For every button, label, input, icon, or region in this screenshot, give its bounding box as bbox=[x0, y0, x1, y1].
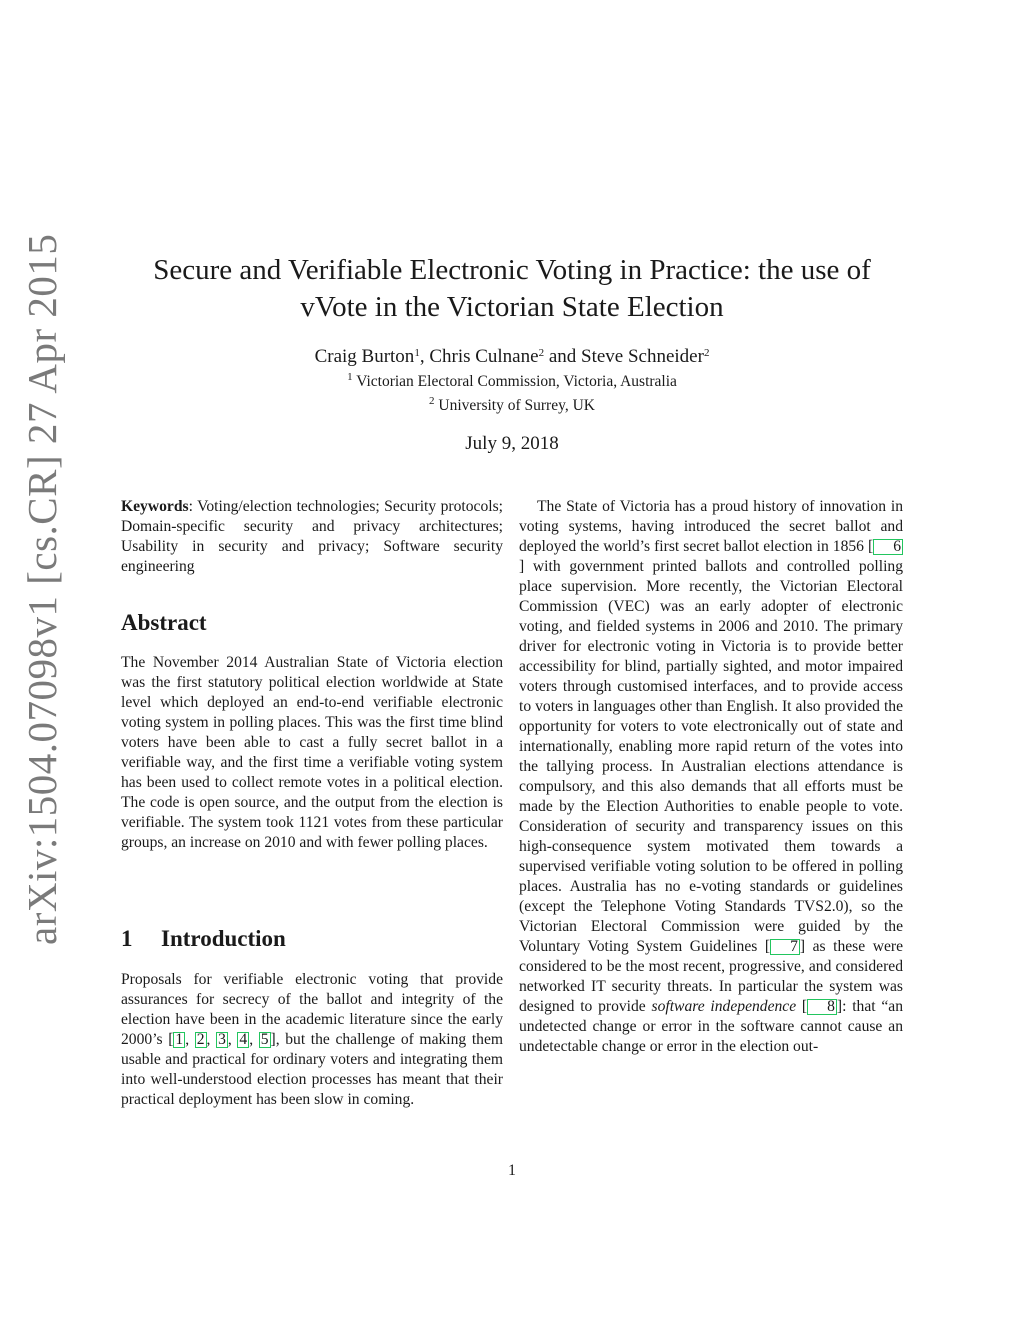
author-name: Chris Culnane bbox=[429, 346, 539, 367]
citation-link[interactable]: 2 bbox=[196, 1031, 205, 1048]
page-number: 1 bbox=[508, 1162, 516, 1179]
intro-text-part: Proposals for verifiable electronic voting that provide assurances for secrecy of the ballot and integrity of the election have been in the academic literature since the early 2000’s [ bbox=[121, 971, 503, 1048]
body-text-part: ] with government printed ballots and controlled polling place supervision. More recently, the Victorian Electoral Commission (VEC) was an early adopter of electronic voting, and fielded systems in 2006 and 2010. The primary driver for electronic voting in Victoria is to provide better accessibility for blind, partially sighted, and motor impaired voters through customised interfaces, and to provide access to voters in languages other than English. It also provided the opportunity for voters to vote electronically out of state and internationally, enabling more rapid return of the votes into the tallying process. In Australian elections attendance is compulsory, and this also demands that all efforts must be made by the Election Authorities to enable people to vote. Consideration of security and transparency issues on this high-consequence system motivated them towards a supervised verifiable voting solution to be offered in polling places. Australia has no e-voting standards or guidelines (except the Telephone Voting Standards TVS2.0), so the Victorian Electoral Commission were guided by the Voluntary Voting System Guidelines [ bbox=[519, 558, 903, 955]
affiliation-2 bbox=[120, 396, 904, 416]
affiliation-marker: 2 bbox=[429, 395, 435, 407]
affiliation-marker: 2 bbox=[703, 347, 710, 359]
affiliation-text: University of Surrey, UK bbox=[438, 397, 595, 414]
author-separator: and bbox=[544, 346, 581, 367]
abstract-text: The November 2014 Australian State of Victoria election was the first statutory political election worldwide at State level which deployed an end-to-end verifiable electronic voting system in polling places. This was the first time blind voters have been able to cast a fully secret ballot in a verifiable way, and the first time a verifiable voting system has been used to collect remote votes in a political election. The code is open source, and the output from the election is verifiable. The system took 1121 votes from these particular groups, an increase on 2010 and with fewer polling places. bbox=[121, 654, 503, 851]
author-name: Steve Schneider bbox=[581, 346, 704, 367]
paper-title: Secure and Verifiable Electronic Voting in Practice: the use of vVote in the Victorian State Election bbox=[153, 254, 871, 323]
citation-link[interactable]: 5 bbox=[260, 1031, 269, 1048]
body-text-part: ]: that “an undetected change or error in the software cannot cause an undetectable change or error in the election out- bbox=[519, 998, 904, 1055]
arxiv-identifier-stamp: arXiv:1504.07098v1 [cs.CR] 27 Apr 2015 bbox=[19, 233, 65, 945]
paper-date: July 9, 2018 bbox=[465, 433, 559, 454]
citation-link[interactable]: 1 bbox=[175, 1031, 184, 1048]
affiliation-marker: 1 bbox=[414, 347, 420, 359]
body-text-part: The State of Victoria has a proud history of innovation in voting systems, having introduced the secret ballot and deployed the world’s first secret ballot election in 1856 [ bbox=[519, 498, 903, 555]
keywords-label: Keywords bbox=[121, 498, 189, 515]
introduction-paragraph bbox=[121, 970, 503, 1110]
citation-separator: , bbox=[227, 1031, 238, 1048]
section-number: 1 bbox=[121, 926, 133, 951]
abstract-heading: Abstract bbox=[121, 610, 207, 635]
citation-link[interactable]: 7 bbox=[770, 939, 800, 955]
keywords-text: : Voting/election technologies; Security protocols; Domain-specific security and privacy architectures; Usability in security and privacy; Software security engineering bbox=[121, 498, 503, 575]
citation-link[interactable]: 4 bbox=[239, 1031, 248, 1048]
affiliation-1 bbox=[120, 372, 904, 392]
author-list bbox=[120, 345, 904, 369]
citation-link[interactable]: 8 bbox=[807, 999, 837, 1015]
author-separator: , bbox=[419, 346, 430, 367]
keywords-paragraph bbox=[121, 497, 503, 577]
right-column-paragraph bbox=[519, 497, 903, 1057]
emphasized-term: software independence bbox=[651, 998, 797, 1015]
citation-link[interactable]: 3 bbox=[218, 1031, 226, 1048]
citation-separator: , bbox=[185, 1031, 195, 1048]
section-title: Introduction bbox=[161, 926, 286, 951]
introduction-heading bbox=[121, 926, 286, 952]
affiliation-marker: 2 bbox=[538, 347, 545, 359]
body-text-part: [ bbox=[796, 998, 808, 1015]
body-text-part: ] as these were considered to be the most recent, progressive, and considered networked IT security threats. In particular the system was designed to provide bbox=[519, 938, 903, 1015]
author-name: Craig Burton bbox=[314, 346, 415, 367]
citation-separator: , bbox=[206, 1031, 217, 1048]
affiliation-text: Victorian Electoral Commission, Victoria, Australia bbox=[356, 373, 677, 390]
intro-text-part: ], but the challenge of making them usable and practical for ordinary voters and integrating them into well-understood election processes has meant that their practical deployment has been slow in coming. bbox=[121, 1031, 504, 1108]
affiliation-marker: 1 bbox=[347, 371, 353, 383]
citation-separator: , bbox=[249, 1031, 259, 1048]
citation-link[interactable]: 6 bbox=[873, 539, 903, 555]
